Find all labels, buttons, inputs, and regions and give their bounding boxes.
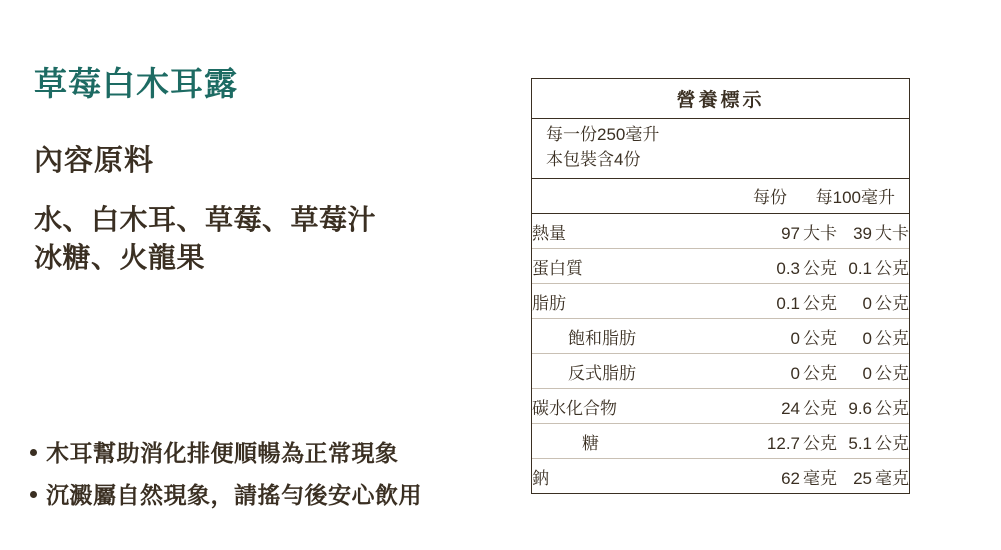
nutrient-per-100ml: [837, 459, 909, 494]
nutrient-per-100ml: [837, 319, 909, 354]
ingredients-heading: 內容原料: [34, 145, 155, 178]
product-info-column: [34, 66, 504, 277]
ingredients-list: [34, 201, 504, 277]
value: 39: [853, 223, 872, 243]
table-row: [532, 424, 909, 459]
notes-list: [30, 437, 520, 522]
nutrient-per-serving: [732, 459, 837, 494]
unit: 毫克: [803, 468, 837, 488]
value: 12.7: [766, 433, 800, 453]
note-text: 沉澱屬自然現象，請搖勻後安心飲用: [46, 482, 422, 509]
value: 97: [781, 223, 800, 243]
nutrition-table: [532, 214, 909, 493]
nutrient-per-serving: [732, 389, 837, 424]
unit: 公克: [803, 363, 837, 383]
column-header-per-serving: 每份: [753, 188, 787, 208]
value: 0.1: [776, 293, 800, 313]
unit: 大卡: [803, 223, 837, 243]
nutrient-per-100ml: [837, 424, 909, 459]
unit: 公克: [875, 398, 909, 418]
column-header-per-100ml: 每100毫升: [815, 188, 895, 208]
table-row: [532, 389, 909, 424]
table-row: [532, 249, 909, 284]
unit: 公克: [803, 293, 837, 313]
unit: 公克: [803, 398, 837, 418]
list-item: [30, 437, 520, 470]
servings-per-container: 本包裝含4份: [546, 149, 641, 169]
nutrient-per-serving: [732, 424, 837, 459]
nutrient-per-serving: [732, 354, 837, 389]
nutrient-per-100ml: [837, 249, 909, 284]
table-row: [532, 214, 909, 249]
bullet-icon: [30, 449, 37, 456]
unit: 公克: [803, 328, 837, 348]
unit: 公克: [875, 328, 909, 348]
column-header-nutrient: [532, 183, 682, 208]
value: 24: [781, 398, 800, 418]
value: 9.6: [848, 398, 872, 418]
unit: 大卡: [875, 223, 909, 243]
table-row: [532, 354, 909, 389]
nutrient-name: 蛋白質: [532, 249, 732, 284]
note-text: 木耳幫助消化排便順暢為正常現象: [46, 440, 399, 466]
unit: 公克: [875, 363, 909, 383]
value: 0: [862, 293, 872, 313]
unit: 公克: [803, 258, 837, 278]
table-row: [532, 284, 909, 319]
nutrient-per-serving: [732, 284, 837, 319]
unit: 公克: [875, 258, 909, 278]
nutrient-per-100ml: [837, 284, 909, 319]
nutrient-per-serving: [732, 319, 837, 354]
value: 0.3: [776, 258, 800, 278]
nutrition-table-body: [532, 214, 909, 493]
unit: 公克: [875, 293, 909, 313]
bullet-icon: [30, 491, 37, 498]
value: 0: [790, 363, 800, 383]
table-row: [532, 459, 909, 494]
list-item: [30, 479, 520, 512]
value: 0: [790, 328, 800, 348]
nutrition-column-headers: [532, 179, 909, 214]
nutrient-per-100ml: [837, 354, 909, 389]
nutrient-name: 碳水化合物: [532, 389, 732, 424]
nutrition-title: 營養標示: [532, 79, 909, 119]
value: 0: [862, 328, 872, 348]
nutrient-name: 反式脂肪: [532, 354, 732, 389]
nutrient-name: 鈉: [532, 468, 549, 488]
value: 0.1: [848, 258, 872, 278]
ingredients-line: 水、白木耳、草莓、草莓汁: [34, 204, 377, 236]
serving-info: [532, 119, 909, 179]
nutrient-name: 飽和脂肪: [532, 319, 732, 354]
nutrient-name: 脂肪: [532, 284, 732, 319]
value: 25: [853, 468, 872, 488]
nutrient-per-100ml: [837, 389, 909, 424]
value: 0: [862, 363, 872, 383]
unit: 公克: [875, 433, 909, 453]
ingredients-line: 冰糖、火龍果: [34, 242, 206, 274]
value: 5.1: [848, 433, 872, 453]
nutrition-facts-panel: [531, 78, 910, 494]
nutrient-per-serving: [732, 249, 837, 284]
unit: 公克: [803, 433, 837, 453]
table-row: [532, 319, 909, 354]
nutrient-per-100ml: [837, 214, 909, 249]
serving-size: 每一份250毫升: [546, 125, 660, 144]
nutrient-per-serving: [732, 214, 837, 249]
unit: 毫克: [875, 468, 909, 488]
page-title: 草莓白木耳露: [34, 65, 238, 102]
value: 62: [781, 468, 800, 488]
nutrient-name: 熱量: [532, 214, 732, 249]
nutrient-name: 糖: [532, 424, 732, 459]
